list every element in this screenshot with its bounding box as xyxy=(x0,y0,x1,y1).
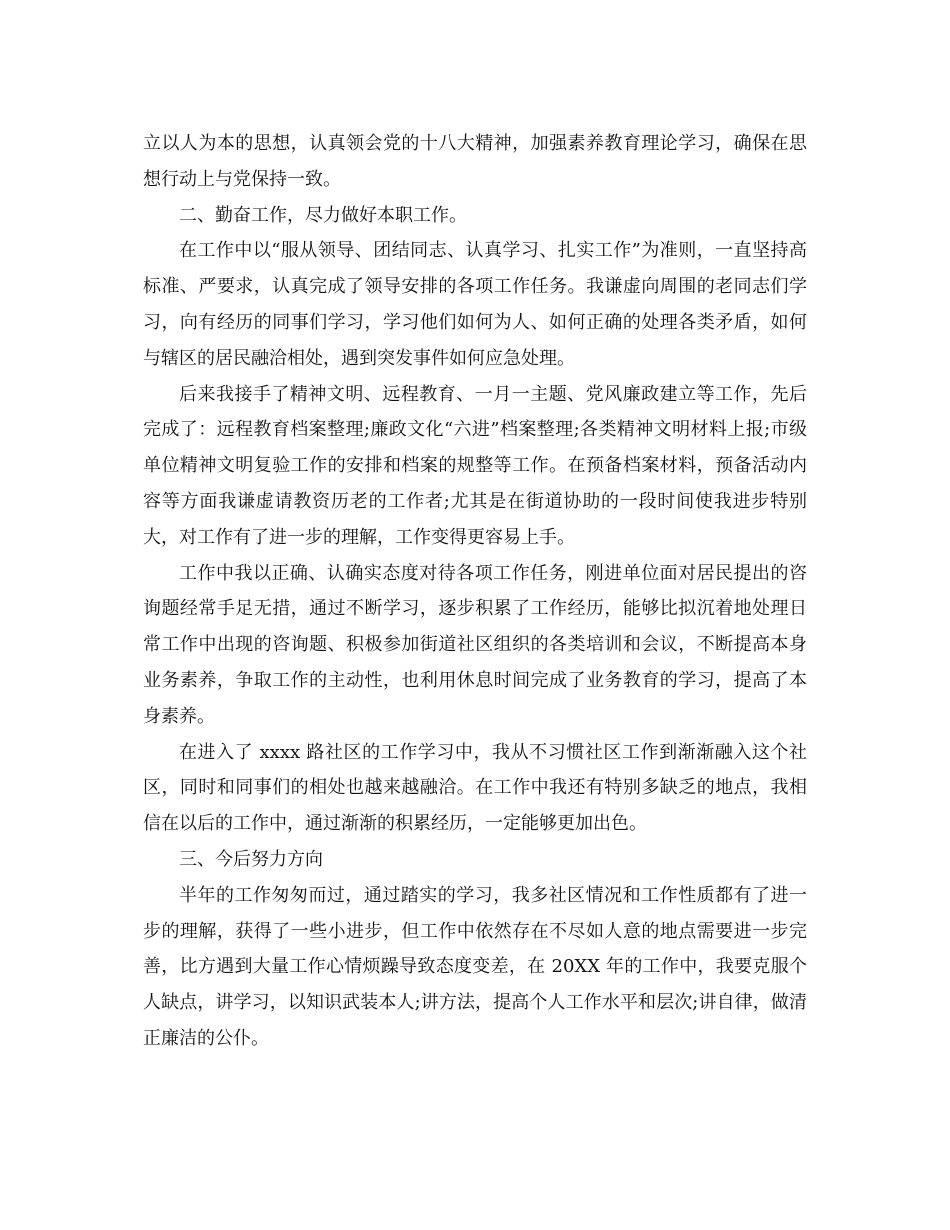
paragraph: 后来我接手了精神文明、远程教育、一月一主题、党风廉政建立等工作，先后完成了：远程教育档案整理;廉政文化“六进”档案整理;各类精神文明材料上报;市级单位精神文明复验工作的安排和档案的规整等工作。在预备档案材料，预备活动内容等方面我谦虚请教资历老的工作者;尤其是在街道协助的一段时间使我进步特别大，对工作有了进一步的理解，工作变得更容易上手。 xyxy=(143,383,807,548)
document-body xyxy=(143,126,807,1057)
paragraph: 工作中我以正确、认确实态度对待各项工作任务，刚进单位面对居民提出的咨询题经常手足无措，通过不断学习，逐步积累了工作经历，能够比拟沉着地处理日常工作中出现的咨询题、积极参加街道社区组织的各类培训和会议，不断提高本身业务素养，争取工作的主动性，也利用休息时间完成了业务教育的学习，提高了本身素养。 xyxy=(143,562,807,727)
paragraph-continuation: 立以人为本的思想，认真领会党的十八大精神，加强素养教育理论学习，确保在思想行动上与党保持一致。 xyxy=(143,133,807,190)
section-heading-3: 三、今后努力方向 xyxy=(179,848,323,870)
paragraph: 在工作中以“服从领导、团结同志、认真学习、扎实工作”为准则，一直坚持高标准、严要求，认真完成了领导安排的各项工作任务。我谦虚向周围的老同志们学习，向有经历的同事们学习，学习他们如何为人、如何正确的处理各类矛盾，如何与辖区的居民融洽相处，遇到突发事件如何应急处理。 xyxy=(143,240,807,369)
paragraph: 在进入了 xxxx 路社区的工作学习中，我从不习惯社区工作到渐渐融入这个社区，同时和同事们的相处也越来越融洽。在工作中我还有特别多缺乏的地点，我相信在以后的工作中，通过渐渐的积累经历，一定能够更加出色。 xyxy=(143,741,807,835)
section-heading-2: 二、勤奋工作，尽力做好本职工作。 xyxy=(179,204,467,226)
paragraph: 半年的工作匆匆而过，通过踏实的学习，我多社区情况和工作性质都有了进一步的理解，获得了一些小进步，但工作中依然存在不尽如人意的地点需要进一步完善，比方遇到大量工作心情烦躁导致态度变差，在 20XX 年的工作中，我要克服个人缺点，讲学习，以知识武装本人;讲方法，提高个人工作水平和层次;讲自律，做清正廉洁的公仆。 xyxy=(143,884,807,1049)
